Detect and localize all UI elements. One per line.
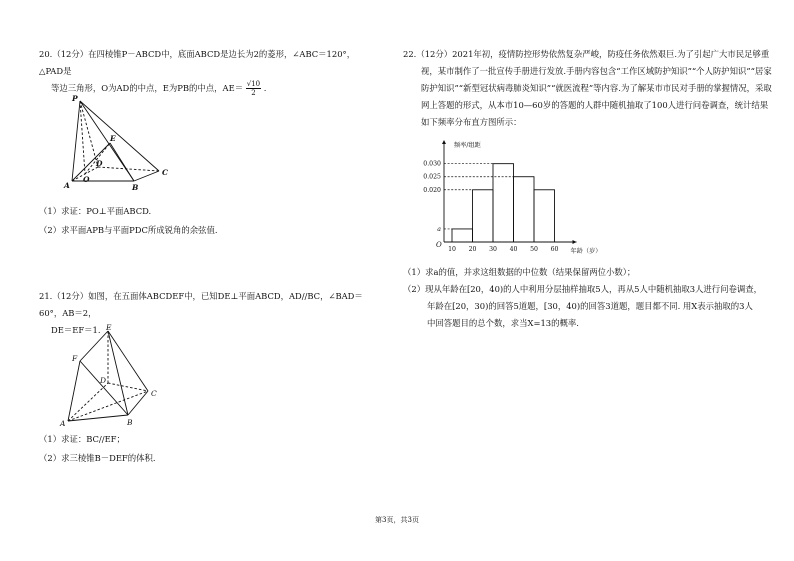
hist-x-tick-label: 20 xyxy=(468,246,477,253)
q20-subquestions xyxy=(39,205,379,237)
q20-label-A: A xyxy=(64,181,70,190)
q20-sub2: （2）求平面APB与平面PDC所成锐角的余弦值. xyxy=(39,225,218,235)
hist-y-tick-label: 0.025 xyxy=(423,173,441,181)
q22-stem-line3: 防护知识”“新型冠状病毒肺炎知识”“就医流程”等内容.为了解某市市民对手册的掌握情况，采取 xyxy=(421,83,772,93)
q20-sub1: （1）求证：PO⊥平面ABCD. xyxy=(39,206,152,216)
hist-y-arrow xyxy=(442,140,446,144)
q22-stem-line1: 22.（12分）2021年初，疫情防控形势依然复杂严峻，防疫任务依然艰巨.为了引起广大市民足够重 xyxy=(403,49,770,59)
q21-sub1: （1）求证：BC//EF； xyxy=(39,434,125,444)
q22-sub1: （1）求a的值，并求这组数据的中位数（结果保留两位小数）； xyxy=(403,267,636,277)
hist-x-tick-label: 30 xyxy=(489,246,497,253)
q22-subquestions xyxy=(403,264,773,332)
hist-x-tick-label: 40 xyxy=(509,246,518,253)
hist-x-tick-label: 50 xyxy=(530,246,538,253)
hist-y-tick-label: a xyxy=(437,225,441,233)
q21-label-F: F xyxy=(72,354,78,363)
q20-label-B: B xyxy=(132,183,139,192)
hist-bar-50 xyxy=(534,190,555,242)
q22-sub2-line1: （2）现从年龄在[20，40)的人中利用分层抽样抽取5人，再从5人中随机抽取3人进行问卷调查， xyxy=(403,284,763,294)
q21-stem-line2: DE＝EF＝1. xyxy=(51,325,101,335)
q20-stem-line1: 20.（12分）在四棱锥P－ABCD中，底面ABCD是边长为2的菱形，∠ABC＝120°，△PAD是 xyxy=(39,49,356,76)
q21-pentahedron-figure xyxy=(60,325,170,430)
q22-sub2-line3: 中回答题目的总个数，求当X=13的概率. xyxy=(427,318,579,328)
q20-stem-line2-b: . xyxy=(263,83,267,93)
question-22 xyxy=(403,46,773,131)
q20-label-D: D xyxy=(96,159,103,168)
q21-subquestions xyxy=(39,433,379,465)
q20-label-P: P xyxy=(72,94,78,103)
hist-bar-10 xyxy=(452,229,473,242)
q20-label-O: O xyxy=(83,175,90,184)
q22-sub2-line2: 年龄在[20，30)的回答5道题，[30，40)的回答3道题，题目都不同. 用X表示抽取的3人 xyxy=(427,301,753,311)
q20-fraction-numerator: √10 xyxy=(246,80,261,88)
q20-label-C: C xyxy=(162,168,168,177)
hist-bar-20 xyxy=(473,190,494,242)
hist-x-axis-label: 年龄（岁） xyxy=(570,248,602,255)
q21-label-E: E xyxy=(106,323,112,332)
page-footer: 第3页，共3页 xyxy=(375,516,419,524)
q22-frequency-histogram xyxy=(420,138,620,262)
hist-x-arrow xyxy=(573,240,577,244)
hist-origin-label: O xyxy=(436,241,442,249)
hist-bar-30 xyxy=(493,164,514,242)
q22-stem-line2: 视，某市制作了一批宣传手册进行发放.手册内容包含“工作区域防护知识”“个人防护知识”“居家 xyxy=(421,66,772,76)
q20-pyramid-figure xyxy=(60,95,180,195)
q21-label-A: A xyxy=(60,419,66,428)
hist-y-axis-label: 频率/组距 xyxy=(454,142,481,149)
hist-y-tick-label: 0.020 xyxy=(423,186,441,194)
hist-x-tick-label: 60 xyxy=(550,246,559,253)
hist-bar-40 xyxy=(514,177,535,242)
q20-fraction-denominator: 2 xyxy=(251,89,256,97)
q20-label-E: E xyxy=(110,134,116,143)
q21-label-B: B xyxy=(127,418,133,427)
q21-stem-line1: 21.（12分）如图，在五面体ABCDEF中，已知DE⊥平面ABCD，AD//BC，∠BAD＝60°，AB＝2， xyxy=(39,291,363,318)
question-20 xyxy=(39,46,379,97)
q22-stem-line4: 网上答题的形式，从本市10—60岁的答题的人群中随机抽取了100人进行问卷调查，统计结果 xyxy=(421,100,769,110)
hist-x-tick-label: 10 xyxy=(448,246,456,253)
q21-label-D: D xyxy=(100,376,107,385)
q22-stem-line5: 如下频率分布直方图所示： xyxy=(421,117,522,127)
q20-stem-line2-a: 等边三角形，O为AD的中点，E为PB的中点，AE＝ xyxy=(51,83,244,93)
q20-fraction xyxy=(246,80,261,97)
q21-label-C: C xyxy=(151,389,157,398)
q21-sub2: （2）求三棱锥B－DEF的体积. xyxy=(39,453,156,463)
hist-y-tick-label: 0.030 xyxy=(423,160,441,168)
